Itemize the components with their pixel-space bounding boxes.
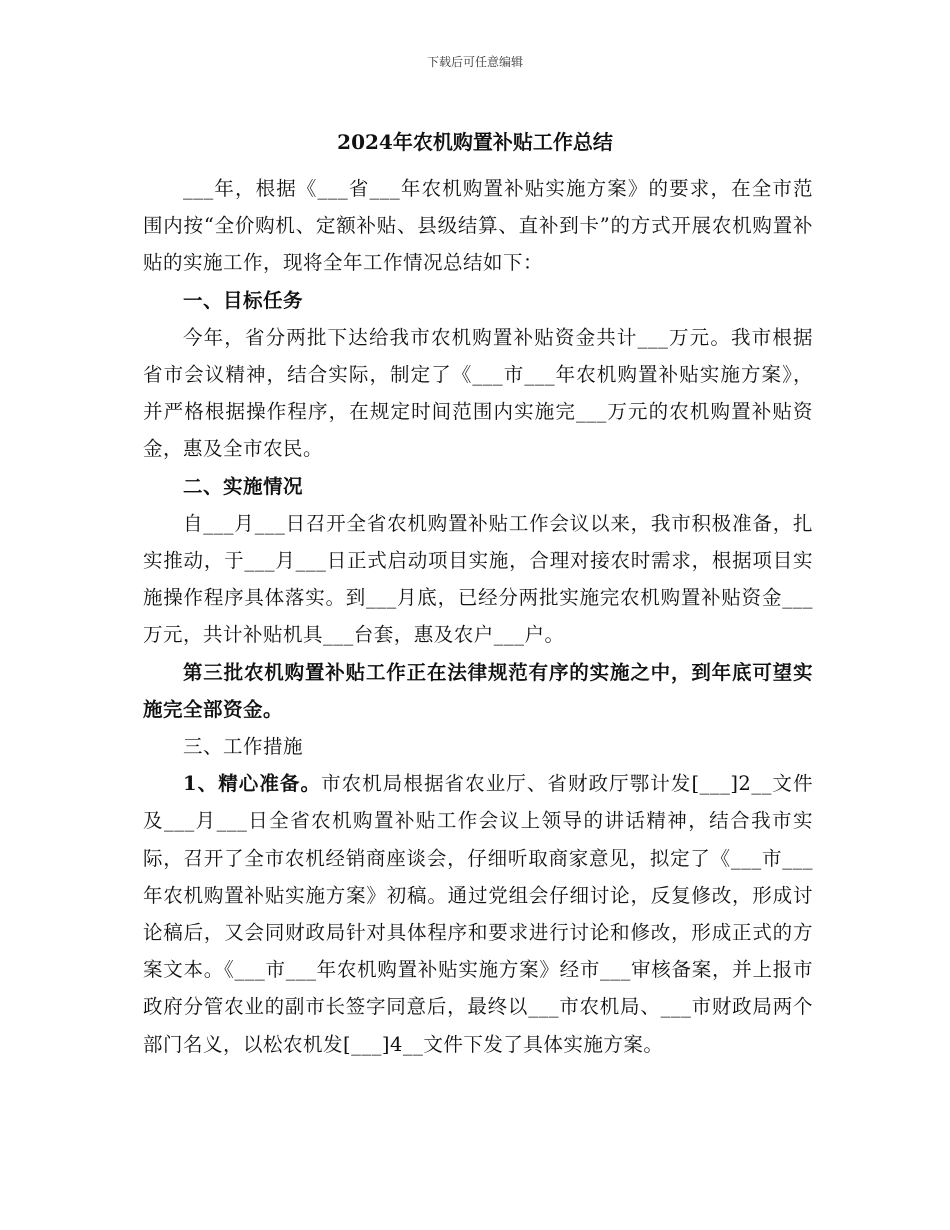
document-body bbox=[143, 170, 813, 1063]
document-title: 2024年农机购置补贴工作总结 bbox=[337, 130, 613, 154]
section-heading-targets: 一、目标任务 bbox=[182, 288, 303, 312]
section-heading-measures: 三、工作措施 bbox=[182, 735, 303, 759]
page-header-note: 下载后可任意编辑 bbox=[426, 55, 523, 69]
measures-item-1-lead: 1、精心准备。 bbox=[182, 772, 322, 796]
implementation-bold-paragraph: 第三批农机购置补贴工作正在法律规范有序的实施之中，到年底可望实施完全部资金。 bbox=[143, 660, 813, 721]
targets-paragraph: 今年，省分两批下达给我市农机购置补贴资金共计___万元。我市根据省市会议精神，结合实际，制定了《___市___年农机购置补贴实施方案》，并严格根据操作程序，在规定时间范围内实施完___万元的农机购置补贴资金，惠及全市农民。 bbox=[143, 325, 813, 461]
intro-paragraph: ___年，根据《___省___年农机购置补贴实施方案》的要求，在全市范围内按“全价购机、定额补贴、县级结算、直补到卡”的方式开展农机购置补贴的实施工作，现将全年工作情况总结如下： bbox=[143, 177, 813, 275]
measures-item-1 bbox=[143, 765, 813, 1063]
measures-item-1-text: 市农机局根据省农业厅、省财政厅鄂计发[___]2__文件及___月___日全省农机购置补贴工作会议上领导的讲话精神，结合我市实际，召开了全市农机经销商座谈会，仔细听取商家意见，拟定了《___市___年农机购置补贴实施方案》初稿。通过党组会仔细讨论，反复修改，形成讨论稿后，又会同财政局针对具体程序和要求进行讨论和修改，形成正式的方案文本。《___市___年农机购置补贴实施方案》经市___审核备案，并上报市政府分管农业的副市长签字同意后，最终以___市农机局、___市财政局两个部门名义，以松农机发[___]4__文件下发了具体实施方案。 bbox=[143, 772, 813, 1056]
implementation-paragraph: 自___月___日召开全省农机购置补贴工作会议以来，我市积极准备，扎实推动，于___月___日正式启动项目实施，合理对接农时需求，根据项目实施操作程序具体落实。到___月底，已经分两批实施完农机购置补贴资金___万元，共计补贴机具___台套，惠及农户___户。 bbox=[143, 511, 813, 647]
section-heading-implementation: 二、实施情况 bbox=[182, 474, 303, 498]
